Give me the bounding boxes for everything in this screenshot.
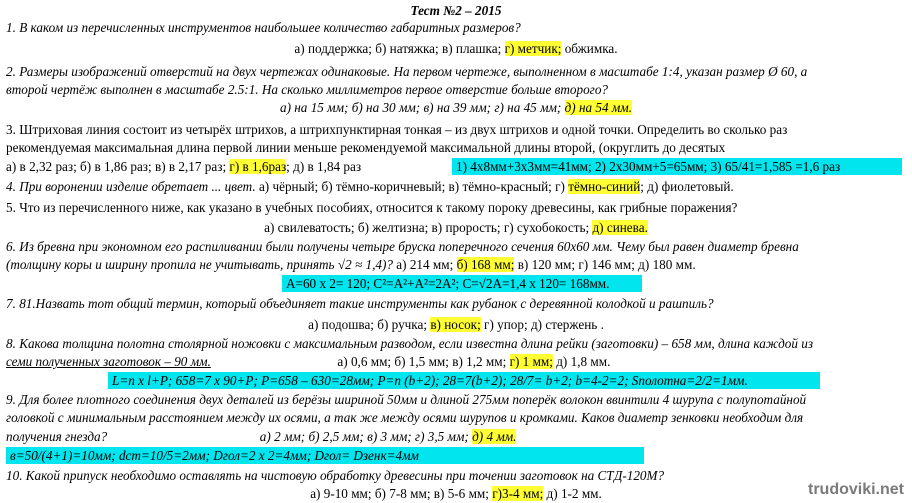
question-8-line-2 (6, 353, 906, 370)
correct-answer: г) метчик; (504, 41, 562, 56)
question-8-line-1: 8. Какова толщина полотна столярной ножовки с максимальным разводом, если известна длина рейки (заготовки) – 658 мм, длина каждой из (6, 336, 813, 351)
question-3-options (6, 158, 451, 175)
options-text: а) 2 мм; б) 2,5 мм; в) 3 мм; г) 3,5 мм; (259, 429, 473, 444)
options-text: а) подошва; б) ручка; (308, 317, 431, 332)
options-text: г) упор; д) стержень . (480, 317, 604, 332)
correct-answer: г)3-4 мм; (492, 486, 544, 501)
question-9-solution: в=50/(4+1)=10мм; dст=10/5=2мм; Dгол=2 х 2=4мм; Dгол= Dзенк=4мм (6, 447, 644, 464)
question-4 (6, 178, 906, 195)
question-1-options (6, 40, 906, 57)
correct-answer: д) на 54 мм. (564, 100, 632, 115)
options-text: д) 1-2 мм. (543, 486, 602, 501)
options-text: а) 0,6 мм; б) 1,5 мм; в) 1,2 мм; (337, 354, 510, 369)
correct-answer: тёмно-синий (568, 179, 641, 194)
options-text: в) 120 мм; г) 146 мм; д) 180 мм. (514, 257, 696, 272)
correct-answer: д) 4 мм. (472, 429, 517, 444)
question-9-line-2: головкой с минимальным расстоянием между их осями, а так же между осями шурупов и кромками. Каков диаметр зенковки необходим для (6, 410, 804, 425)
correct-answer: г) 1 мм; (509, 354, 553, 369)
correct-answer: г) в 1,6раз (229, 159, 287, 174)
question-9-line-1: 9. Для более плотного соединения двух деталей из берёзы шириной 50мм и длиной 275мм поперёк волокон ввинтили 4 шурупа с полупотайной (6, 392, 807, 407)
question-5: 5. Что из перечисленного ниже, как указано в учебных пособиях, относится к такому пороку древесины, как грибные поражения? (6, 200, 738, 215)
watermark: trudoviki.net (807, 481, 904, 498)
options-text: д) 1,8 мм. (552, 354, 611, 369)
question-text: семи полученных заготовок – 90 мм. (6, 354, 211, 369)
question-text: (толщину коры и ширину пропила не учитывать, принять √2 ≈ 1,4)? (6, 257, 393, 272)
correct-answer: в) носок; (430, 317, 481, 332)
options-text: а) поддержка; б) натяжка; в) плашка; (294, 41, 505, 56)
question-6-solution: А=60 х 2= 120; С²=А²+А²=2А²; С=√2А=1,4 х 120= 168мм. (282, 275, 642, 292)
options-text: а) в 2,32 раз; б) в 1,86 раз; в) в 2,17 раз; (6, 159, 227, 174)
question-10-options (6, 485, 906, 502)
question-10: 10. Какой припуск необходимо оставлять на чистовую обработку древесины при точении заготовок на СТД-120М? (6, 468, 665, 483)
options-text: а) 9-10 мм; б) 7-8 мм; в) 5-6 мм; (310, 486, 493, 501)
options-text: ; д) фиолетовый. (640, 179, 734, 194)
options-text: а) 214 мм; (392, 257, 457, 272)
question-5-options (6, 219, 906, 236)
question-3-line-2: рекомендуемая максимальная длина первой линии меньше рекомендуемой максимальной длины второй, (округлить до десятых (6, 140, 726, 155)
question-8-solution: L=n x l+P; 658=7 x 90+P; P=658 – 630=28мм; P=n (b+2); 28=7(b+2); 28/7= b+2; b=4-2=2; Sполотна=2/2=1мм. (108, 372, 820, 389)
page-title: Тест №2 – 2015 (410, 3, 502, 18)
question-3-solution: 1) 4x8мм+3x3мм=41мм; 2) 2x30мм+5=65мм; 3) 65/41=1,585 =1,6 раз (452, 158, 902, 175)
correct-answer: д) синева. (592, 220, 648, 235)
question-2-options (6, 99, 906, 116)
question-9-line-3 (6, 428, 906, 445)
question-7-options (6, 316, 906, 333)
question-2-line-2: второй чертёж выполнен в масштабе 2.5:1. На сколько миллиметров первое отверстие больше второго? (6, 82, 609, 97)
correct-answer: б) 168 мм; (456, 257, 515, 272)
options-text: а) чёрный; б) тёмно-коричневый; в) тёмно-красный; г) (255, 179, 569, 194)
question-7: 7. 81.Назвать тот общий термин, который объединяет такие инструменты как рубанок с деревянной колодкой и рашпиль? (6, 296, 714, 311)
question-6-line-1: 6. Из бревна при экономном его распиливании были получены четыре бруска поперечного сечения 60х60 мм. Чему был равен диаметр бревна (6, 239, 799, 254)
options-text: обжимка. (561, 41, 618, 56)
options-text: ; д) в 1,84 раз (286, 159, 362, 174)
question-text: 4. При воронении изделие обретает ... цвет. (6, 179, 256, 194)
question-3-line-1: 3. Штриховая линия состоит из четырёх штрихов, а штрихпунктирная тонкая – из двух штрихов и одной точки. Определить во сколько раз (6, 122, 788, 137)
question-2-line-1: 2. Размеры изображений отверстий на двух чертежах одинаковые. На первом чертеже, выполненном в масштабе 1:4, указан размер Ø 60, а (6, 64, 808, 79)
options-text: а) свилеватость; б) желтизна; в) прорость; г) сухобокость; (264, 220, 593, 235)
question-text: получения гнезда? (6, 429, 108, 444)
options-text: а) на 15 мм; б) на 30 мм; в) на 39 мм; г) на 45 мм; (279, 100, 562, 115)
question-6-line-2 (6, 256, 906, 273)
question-1: 1. В каком из перечисленных инструментов наибольшее количество габаритных размеров? (6, 20, 521, 35)
